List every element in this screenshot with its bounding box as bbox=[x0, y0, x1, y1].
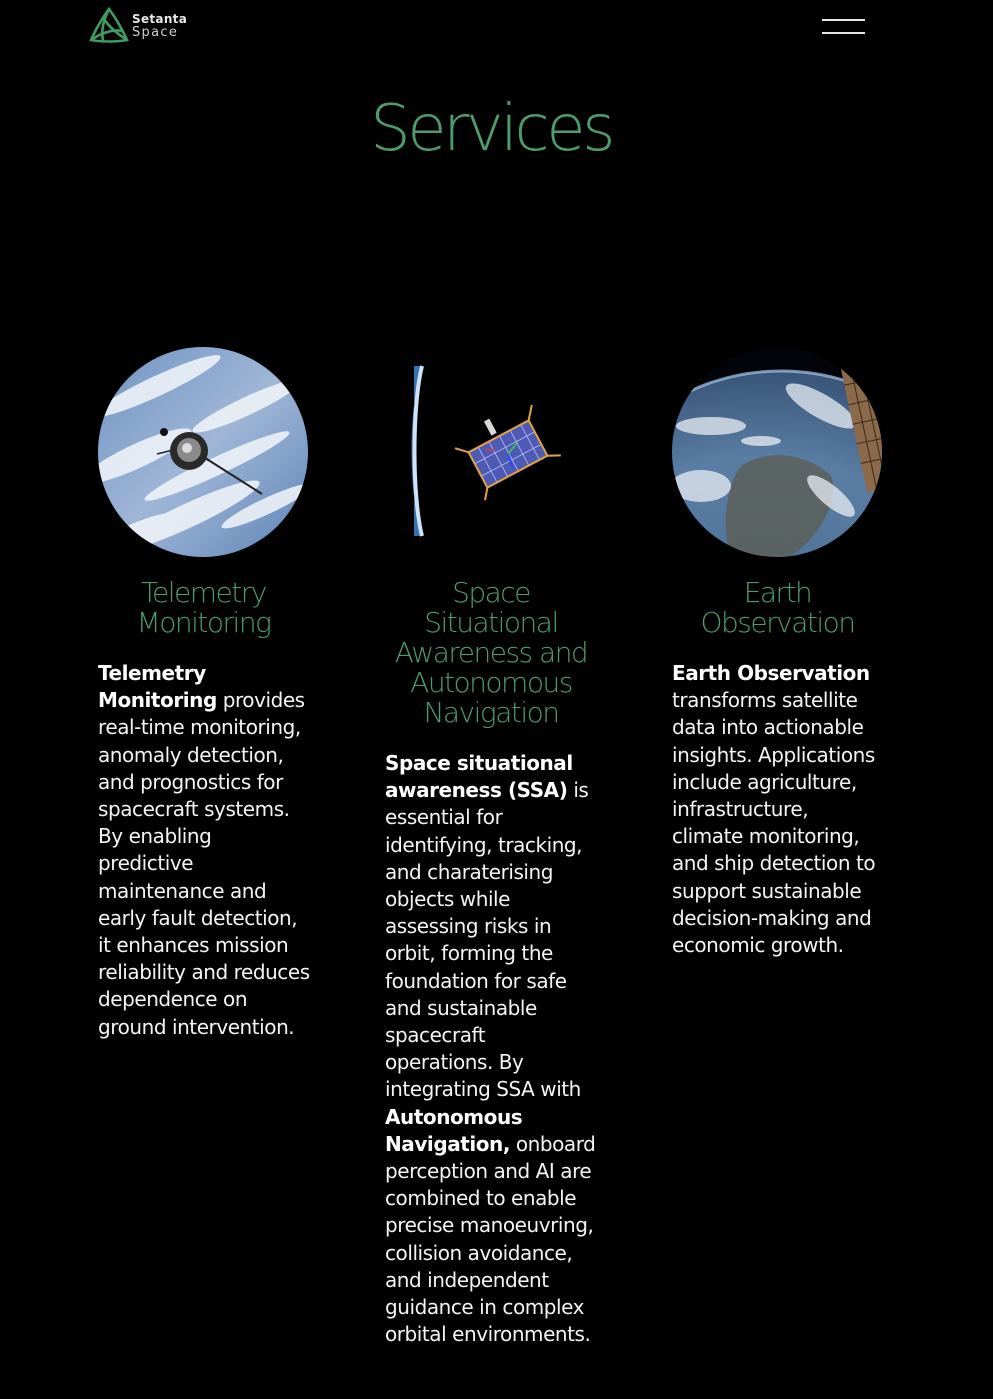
service-description-bold-2: Autonomous Navigation, bbox=[385, 1104, 523, 1156]
service-card-earth-observation bbox=[671, 346, 884, 959]
page-title: Services bbox=[370, 92, 612, 166]
menu-line-top bbox=[822, 19, 865, 21]
logo-link[interactable] bbox=[89, 7, 187, 44]
service-card-telemetry bbox=[97, 346, 310, 1041]
hamburger-menu-icon[interactable] bbox=[822, 14, 866, 38]
service-description-text-2: onboard perception and AI are combined to enable precise manoeuvring, collision avoidance, and independent guidance in complex orbital environments. bbox=[385, 1131, 596, 1347]
service-description bbox=[98, 660, 310, 1041]
service-description-bold: Space situational awareness (SSA) bbox=[385, 751, 573, 803]
earth-from-orbit-image bbox=[671, 346, 883, 558]
service-title: Earth Observation bbox=[700, 576, 855, 639]
site-header bbox=[0, 0, 993, 52]
service-description-text: is essential for identifying, tracking, and charaterising objects while assessing risks in orbit, forming the foundation for safe and sustainable spacecraft operations. By integrating SSA with bbox=[385, 778, 589, 1102]
service-description-text: provides real-time monitoring, anomaly detection, and prognostics for spacecraft systems. By enabling predictive maintenance and early fault detection, it enhances mission reliability and reduces dependence on ground intervention. bbox=[98, 688, 310, 1039]
service-card-ssa bbox=[384, 346, 598, 1348]
service-description bbox=[385, 750, 598, 1348]
logo-wordmark bbox=[132, 13, 187, 39]
satellite-image bbox=[97, 346, 309, 558]
service-description-text: transforms satellite data into actionable insights. Applications include agriculture, infrastructure, climate monitoring, and ship detection to support sustainable decision-making and economic growth. bbox=[672, 688, 876, 958]
triquetra-icon bbox=[89, 7, 129, 44]
service-title: Telemetry Monitoring bbox=[136, 576, 271, 639]
service-description-bold: Telemetry Monitoring bbox=[98, 661, 217, 713]
menu-line-bottom bbox=[822, 32, 865, 34]
logo-line1: Setanta bbox=[132, 11, 188, 26]
service-description bbox=[672, 660, 884, 959]
logo-line2: Space bbox=[132, 24, 179, 40]
service-title: Space Situational Awareness and Autonomous Navigation bbox=[394, 576, 588, 729]
spacecraft-model-image bbox=[384, 346, 596, 558]
service-description-bold: Earth Observation bbox=[672, 661, 870, 685]
